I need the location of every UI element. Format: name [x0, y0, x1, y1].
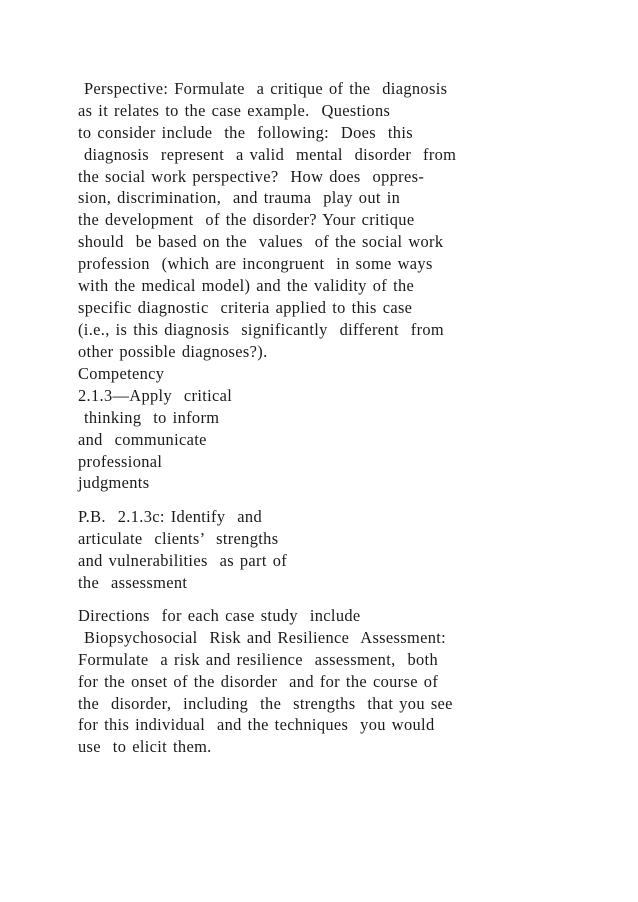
text-line: and vulnerabilities as part of — [78, 550, 288, 570]
text-line: (i.e., is this diagnosis significantly different from — [78, 319, 445, 339]
text-line: use to elicit them. — [78, 737, 212, 757]
text-line: the disorder, including the strengths that you see — [78, 693, 453, 713]
text-line: diagnosis represent a valid mental disorder from — [78, 144, 457, 164]
text-line: the social work perspective? How does oppres- — [78, 166, 425, 186]
text-line: for the onset of the disorder and for the course of — [78, 671, 439, 691]
text-line: the development of the disorder? Your critique — [78, 210, 415, 230]
text-line: Formulate a risk and resilience assessment, both — [78, 649, 438, 669]
text-line: professional — [78, 451, 163, 471]
text-line: Perspective: Formulate a critique of the diagnosis — [78, 79, 448, 98]
text-line: 2.1.3—Apply critical — [78, 385, 233, 405]
text-line: specific diagnostic criteria applied to this case — [78, 297, 413, 317]
text-line: with the medical model) and the validity of the — [78, 276, 415, 296]
text-line: Competency — [78, 364, 165, 383]
text-line: for this individual and the techniques you would — [78, 715, 435, 735]
practice-behavior-paragraph — [78, 506, 618, 594]
text-line: judgments — [78, 473, 150, 493]
text-line: as it relates to the case example. Questions — [78, 100, 391, 120]
text-line: sion, discrimination, and trauma play out in — [78, 188, 401, 208]
directions-paragraph — [78, 605, 618, 758]
text-line: P.B. 2.1.3c: Identify and — [78, 507, 263, 526]
text-line: should be based on the values of the social work — [78, 232, 444, 252]
text-line: profession (which are incongruent in some ways — [78, 254, 433, 274]
text-line: and communicate — [78, 429, 207, 449]
competency-paragraph — [78, 363, 618, 494]
text-line: other possible diagnoses?). — [78, 341, 268, 361]
text-line: Directions for each case study include — [78, 606, 361, 625]
text-line: articulate clients’ strengths — [78, 528, 279, 548]
text-line: Biopsychosocial Risk and Resilience Assessment: — [78, 627, 447, 647]
text-line: thinking to inform — [78, 407, 220, 427]
text-line: the assessment — [78, 572, 188, 592]
perspective-paragraph — [78, 78, 618, 363]
text-line: to consider include the following: Does this — [78, 122, 413, 142]
